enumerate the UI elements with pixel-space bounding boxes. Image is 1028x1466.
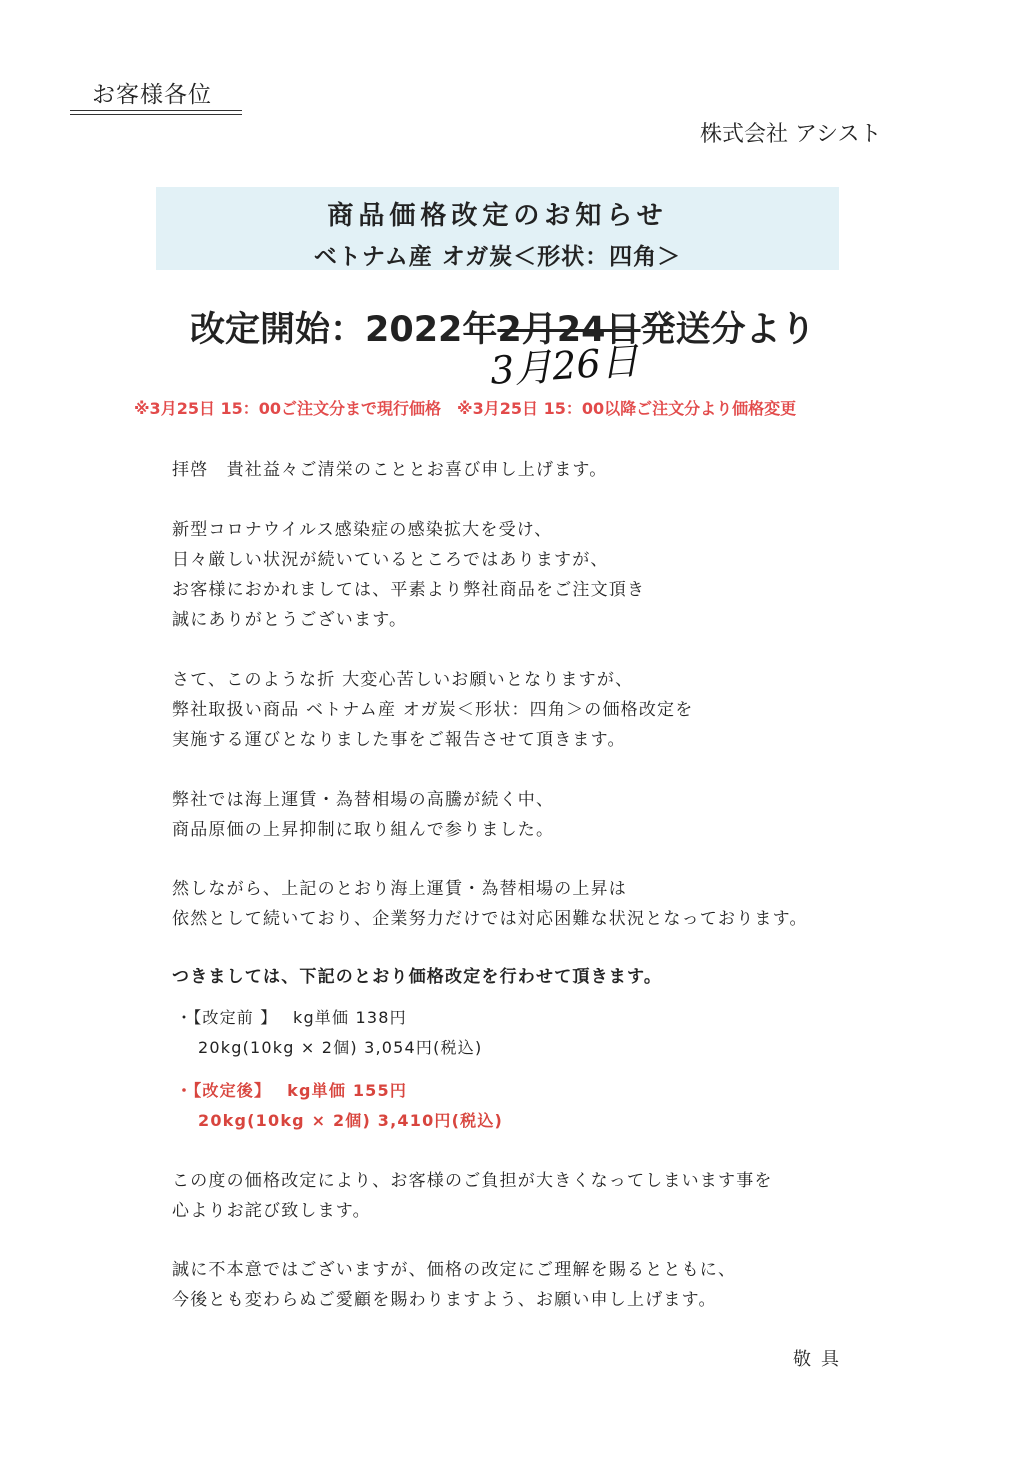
revision-lead: つきましては、下記のとおり価格改定を行わせて頂きます。 bbox=[172, 967, 663, 987]
para2-line1: さて、このような折 大変心苦しいお願いとなりますが、 bbox=[172, 670, 634, 690]
para1-line3: お客様におかれましては、平素より弊社商品をご注文頂き bbox=[172, 580, 646, 600]
price-before-line1: ・【改定前 】 kg単価 138円 bbox=[176, 1008, 407, 1027]
para6-line1: 誠に不本意ではございますが、価格の改定にご理解を賜るとともに、 bbox=[172, 1260, 737, 1280]
para6-line2: 今後とも変わらぬご愛顧を賜わりますよう、お願い申し上げます。 bbox=[172, 1290, 717, 1310]
revision-start-prefix: 改定開始：2022年 bbox=[190, 310, 498, 350]
para4-line1: 然しながら、上記のとおり海上運賃・為替相場の上昇は bbox=[172, 879, 627, 899]
handwritten-corrected-date: 3月26日 bbox=[488, 338, 640, 393]
price-after-line2: 20kg(10kg × 2個) 3,410円(税込) bbox=[198, 1111, 504, 1130]
para1-line1: 新型コロナウイルス感染症の感染拡大を受け、 bbox=[172, 520, 553, 540]
price-change-notice: ※3月25日 15：00ご注文分まで現行価格 ※3月25日 15：00以降ご注文分より価格変更 bbox=[134, 399, 797, 418]
para5-line2: 心よりお詫び致します。 bbox=[172, 1201, 371, 1221]
price-before-line2: 20kg(10kg × 2個) 3,054円(税込) bbox=[198, 1038, 483, 1057]
price-after-line1: ・【改定後】 kg単価 155円 bbox=[176, 1081, 408, 1100]
recipient-underline bbox=[70, 110, 242, 111]
struck-date: 2月24日 bbox=[497, 310, 641, 350]
recipient-underline-double bbox=[70, 114, 242, 115]
para3-line2: 商品原価の上昇抑制に取り組んで参りました。 bbox=[172, 820, 555, 840]
product-subtitle: ベトナム産 オガ炭＜形状：四角＞ bbox=[313, 244, 682, 270]
closing-keigu: 敬具 bbox=[793, 1349, 849, 1370]
greeting-line: 拝啓 貴社益々ご清栄のこととお喜び申し上げます。 bbox=[172, 460, 608, 480]
para5-line1: この度の価格改定により、お客様のご負担が大きくなってしまいます事を bbox=[172, 1171, 773, 1191]
para2-line2: 弊社取扱い商品 ベトナム産 オガ炭＜形状：四角＞の価格改定を bbox=[172, 700, 694, 720]
para1-line4: 誠にありがとうございます。 bbox=[172, 610, 408, 630]
para4-line2: 依然として続いており、企業努力だけでは対応困難な状況となっております。 bbox=[172, 909, 808, 929]
recipient-salutation: お客様各位 bbox=[92, 82, 212, 108]
para2-line3: 実施する運びとなりました事をご報告させて頂きます。 bbox=[172, 730, 626, 750]
revision-start-suffix: 発送分より bbox=[640, 310, 816, 350]
company-name: 株式会社 アシスト bbox=[700, 122, 882, 147]
para3-line1: 弊社では海上運賃・為替相場の高騰が続く中、 bbox=[172, 790, 555, 810]
title-banner bbox=[156, 187, 839, 270]
para1-line2: 日々厳しい状況が続いているところではありますが、 bbox=[172, 550, 609, 570]
page-title: 商品価格改定のお知らせ bbox=[327, 201, 668, 231]
